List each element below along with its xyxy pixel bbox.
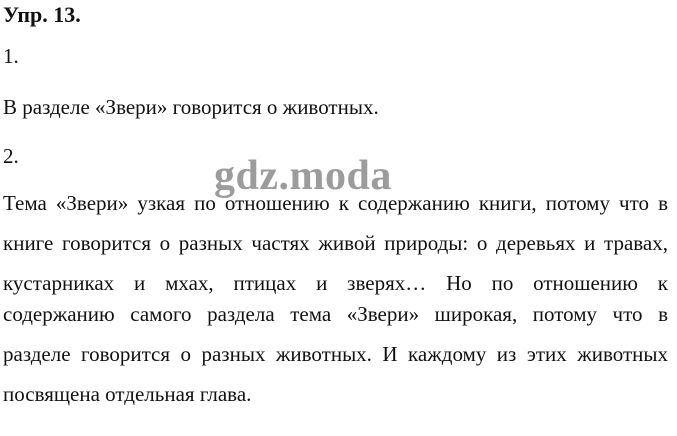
part-1-number: 1. <box>3 44 19 68</box>
part-2-line-5: разделе говорится о разных животных. И каждому из этих животных <box>3 342 668 366</box>
part-2-line-4: содержанию самого раздела тема «Звери» широкая, потому что в <box>3 302 668 326</box>
part-1-text: В разделе «Звери» говорится о животных. <box>3 95 379 119</box>
part-2-line-6: посвящена отдельная глава. <box>3 382 252 406</box>
part-2-line-2: книге говорится о разных частях живой природы: о деревьях и травах, <box>3 231 668 255</box>
part-2-line-3: кустарниках и мхах, птицах и зверях… Но по отношению к <box>3 271 668 295</box>
watermark-logo: gdz.moda <box>214 153 392 199</box>
exercise-heading: Упр. 13. <box>3 2 81 27</box>
part-2-number: 2. <box>3 144 19 168</box>
part-2-line-1: Тема «Звери» узкая по отношению к содержанию книги, потому что в <box>3 191 668 215</box>
